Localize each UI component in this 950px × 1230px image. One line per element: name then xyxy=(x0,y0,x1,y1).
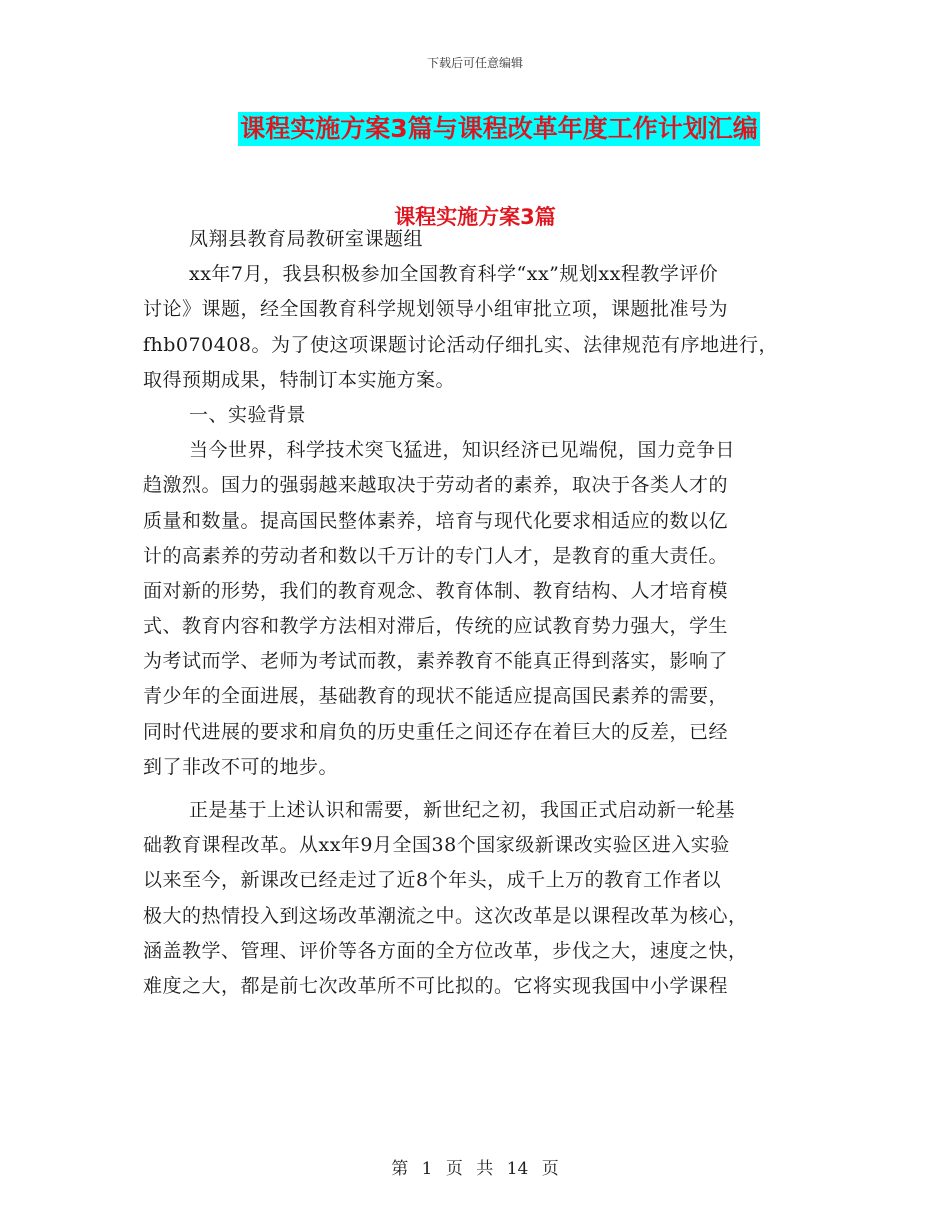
document-body xyxy=(143,222,813,1004)
body-line: 为考试而学、老师为考试而教，素养教育不能真正得到落实，影响了 xyxy=(143,650,729,673)
document-title-wrap xyxy=(0,112,950,146)
body-line: 一、实验背景 xyxy=(189,403,307,426)
body-line: 凤翔县教育局教研室课题组 xyxy=(189,228,424,250)
body-line: 面对新的形势，我们的教育观念、教育体制、教育结构、人才培育模 xyxy=(143,579,729,602)
body-line: 趋激烈。国力的强弱越来越取决于劳动者的素养，取决于各类人才的 xyxy=(143,474,729,497)
body-line: 正是基于上述认识和需要，新世纪之初，我国正式启动新一轮基 xyxy=(189,799,736,821)
body-line: 青少年的全面进展，基础教育的现状不能适应提高国民素养的需要， xyxy=(143,685,729,708)
page-footer: 第 1 页 共 14 页 xyxy=(391,1159,559,1179)
page-header-note: 下载后可任意编辑 xyxy=(426,56,523,70)
body-line: 以来至今，新课改已经走过了近8个年头，成千上万的教育工作者以 xyxy=(143,869,722,892)
paragraph-gap xyxy=(143,785,813,793)
body-line: 讨论》课题，经全国教育科学规划领导小组审批立项，课题批准号为 xyxy=(143,298,729,321)
body-line: fhb070408。为了使这项课题讨论活动仔细扎实、法律规范有序地进行， xyxy=(143,333,778,356)
body-line: 取得预期成果，特制订本实施方案。 xyxy=(143,368,456,391)
section-title: 课程实施方案3篇 xyxy=(394,205,556,229)
body-line: 同时代进展的要求和肩负的历史重任之间还存在着巨大的反差，已经 xyxy=(143,720,729,743)
body-line: 质量和数量。提高国民整体素养，培育与现代化要求相适应的数以亿 xyxy=(143,509,729,532)
body-line: 式、教育内容和教学方法相对滞后，传统的应试教育势力强大，学生 xyxy=(143,615,729,638)
body-line: 计的高素养的劳动者和数以千万计的专门人才，是教育的重大责任。 xyxy=(143,544,729,567)
body-line: xx年7月，我县积极参加全国教育科学“xx”规划xx程教学评价 xyxy=(189,263,719,286)
document-title: 课程实施方案3篇与课程改革年度工作计划汇编 xyxy=(238,112,759,146)
body-line: 极大的热情投入到这场改革潮流之中。这次改革是以课程改革为核心， xyxy=(143,904,748,927)
body-line: 涵盖教学、管理、评价等各方面的全方位改革，步伐之大，速度之快， xyxy=(143,939,748,962)
body-line: 础教育课程改革。从xx年9月全国38个国家级新课改实验区进入实验 xyxy=(143,834,730,857)
body-line: 当今世界，科学技术突飞猛进，知识经济已见端倪，国力竞争日 xyxy=(189,439,736,462)
body-line: 难度之大，都是前七次改革所不可比拟的。它将实现我国中小学课程 xyxy=(143,974,729,997)
body-line: 到了非改不可的地步。 xyxy=(143,755,339,778)
